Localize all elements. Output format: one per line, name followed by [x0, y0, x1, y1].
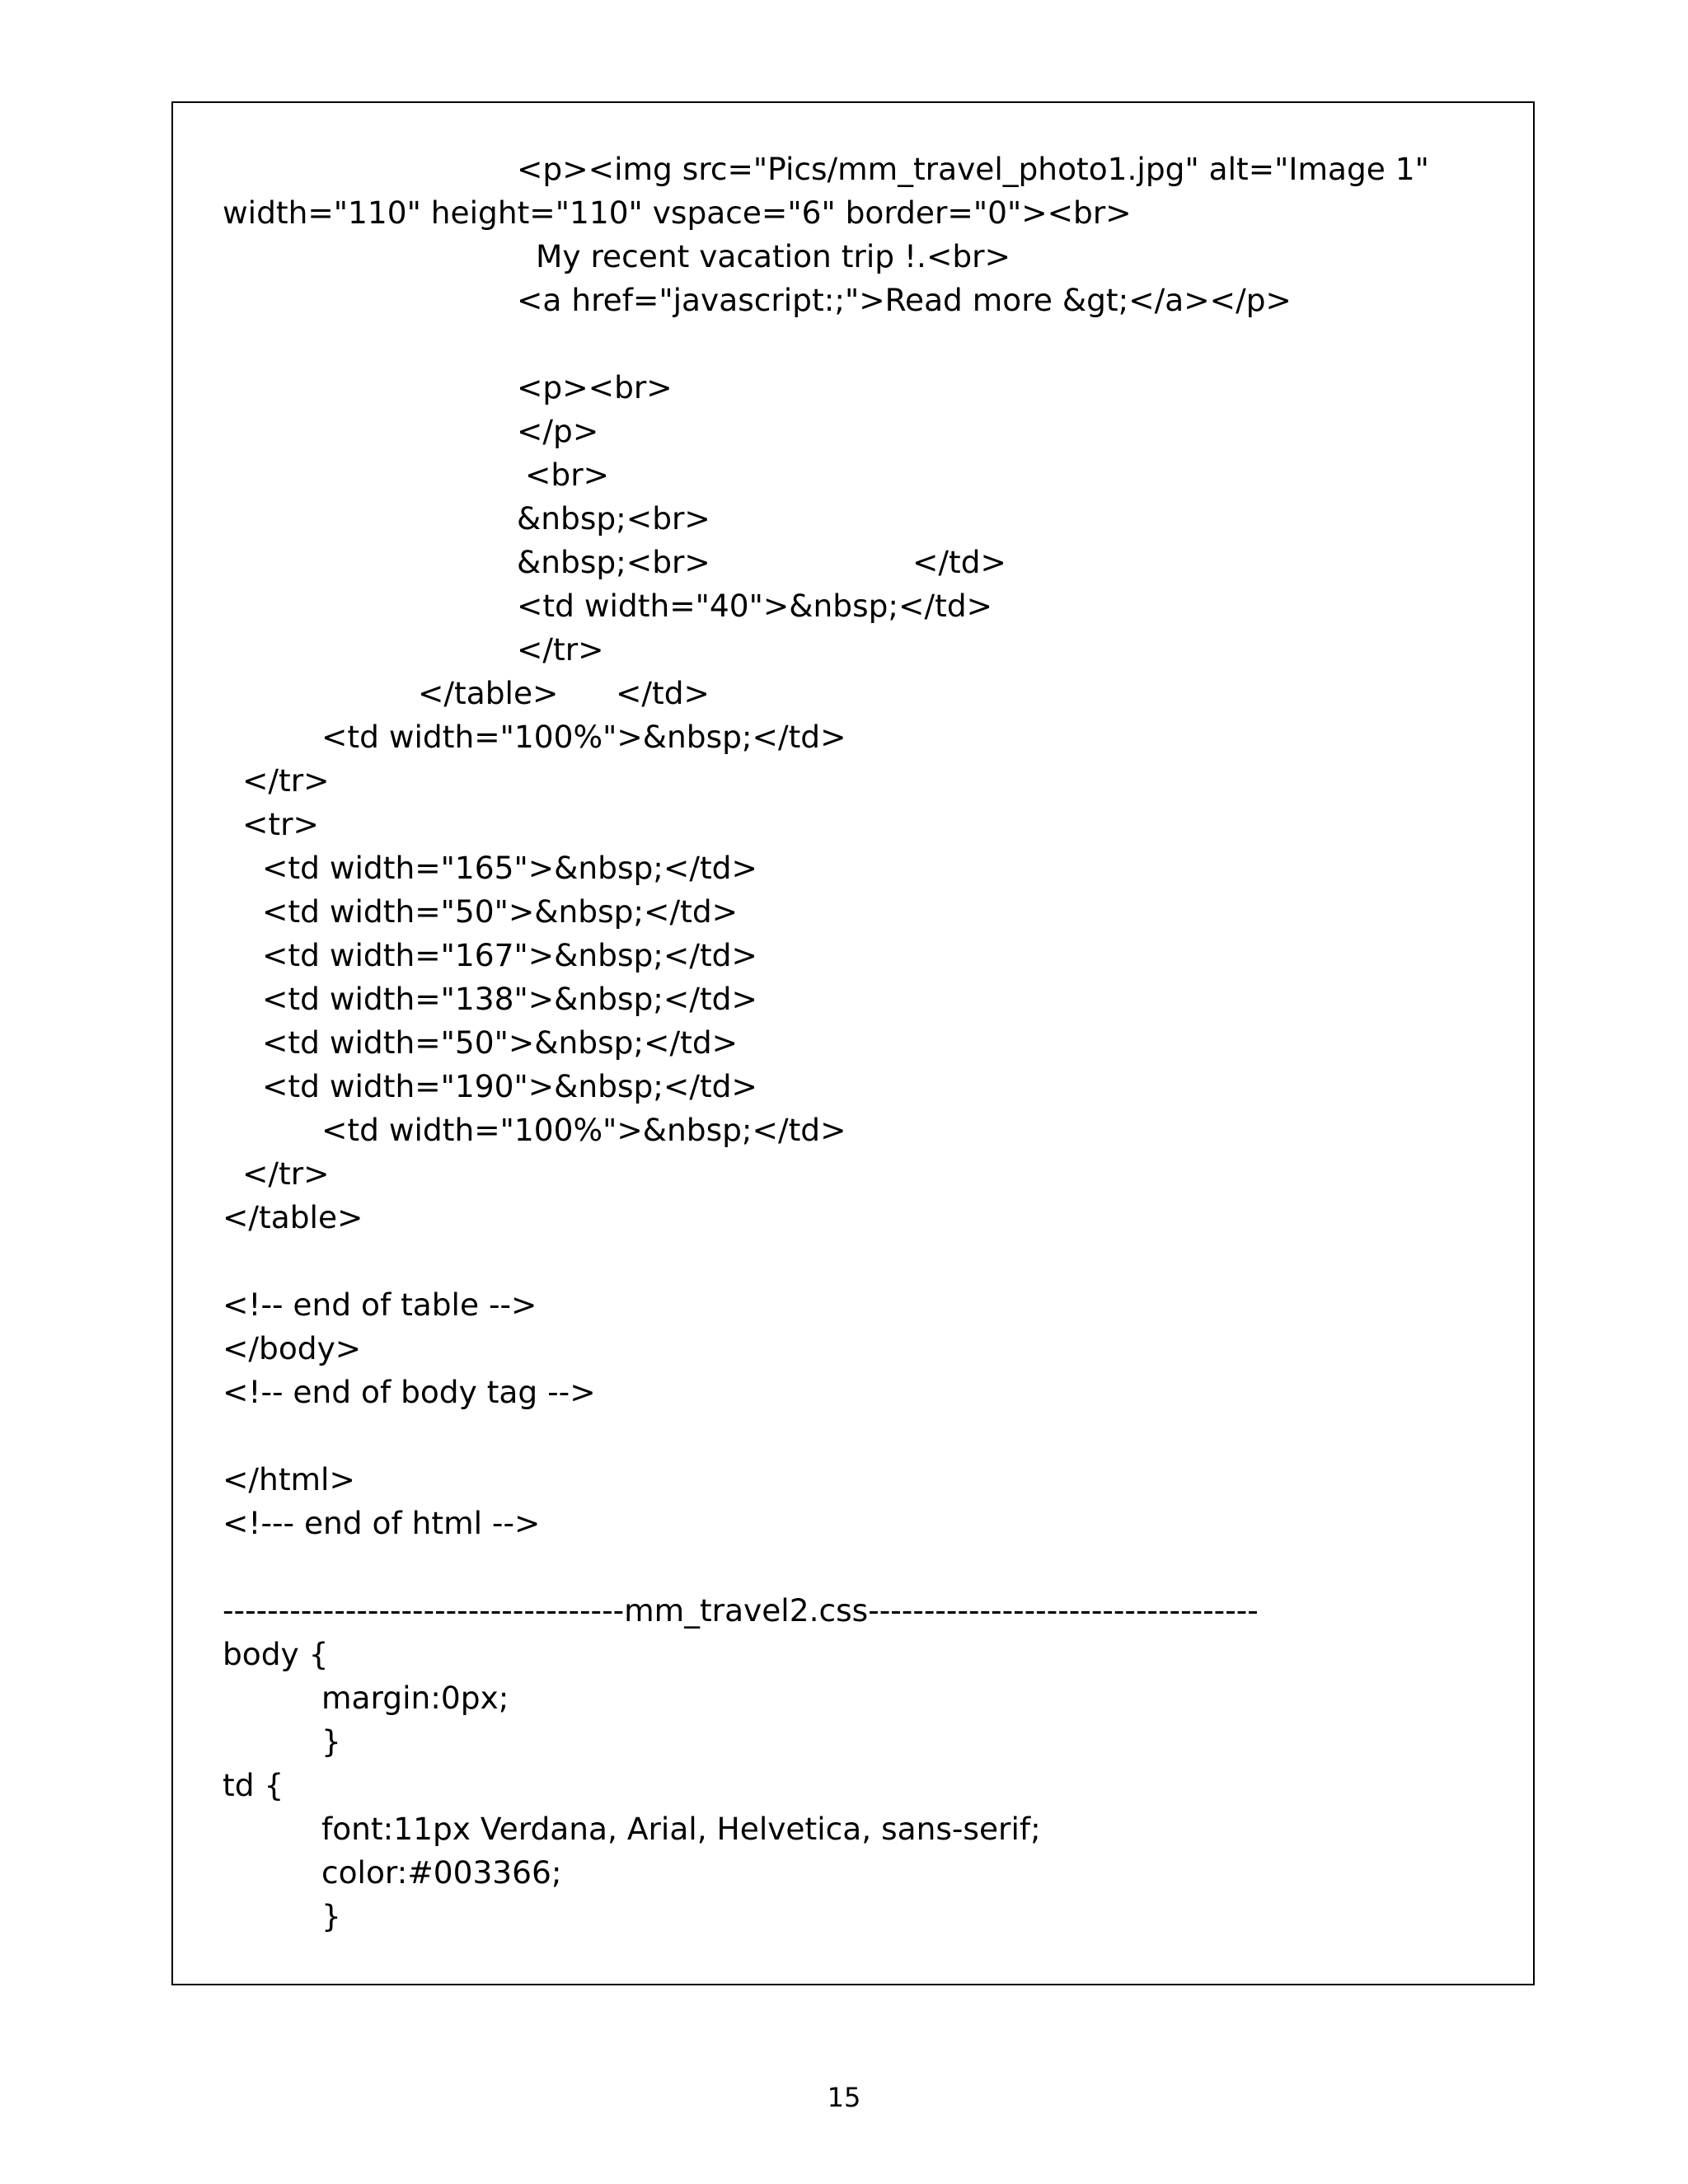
code-line: } — [321, 1898, 341, 1934]
css-file-separator: ------------------------------------mm_travel2.css----------------------------------- — [223, 1592, 1259, 1629]
code-line: <td width="40">&nbsp;</td> — [517, 588, 993, 624]
code-line: margin:0px; — [321, 1680, 509, 1716]
code-line: </html> — [223, 1461, 355, 1497]
code-line: <br> — [525, 457, 610, 493]
code-line: <!-- end of table --> — [223, 1286, 537, 1323]
code-line: <td width="190">&nbsp;</td> — [262, 1068, 757, 1104]
code-line: </tr> — [242, 1155, 330, 1192]
code-line: color:#003366; — [321, 1854, 562, 1891]
code-line: </body> — [223, 1330, 362, 1366]
code-line: font:11px Verdana, Arial, Helvetica, sans-serif; — [321, 1811, 1041, 1847]
code-line: <td width="50">&nbsp;</td> — [262, 893, 738, 930]
code-line: <td width="167">&nbsp;</td> — [262, 937, 757, 973]
code-line: My recent vacation trip !.<br> — [536, 238, 1011, 274]
code-line: <td width="165">&nbsp;</td> — [262, 850, 757, 886]
code-line: <p><img src="Pics/mm_travel_photo1.jpg" alt="Image 1" — [517, 151, 1429, 187]
code-line: </tr> — [242, 762, 330, 799]
code-line: width="110" height="110" vspace="6" border="0"><br> — [223, 194, 1132, 231]
code-line: </tr> — [517, 631, 604, 668]
code-line: </td> — [912, 544, 1006, 580]
code-listing-frame — [171, 101, 1535, 1985]
code-line: <!-- end of body tag --> — [223, 1374, 596, 1410]
code-line: <a href="javascript:;">Read more &gt;</a></p> — [517, 282, 1292, 318]
code-line: &nbsp;<br> — [517, 544, 710, 580]
code-line: &nbsp;<br> — [517, 500, 710, 537]
code-line: <td width="100%">&nbsp;</td> — [321, 1112, 846, 1148]
code-line: </table> — [223, 1199, 363, 1235]
code-line: <p><br> — [517, 369, 673, 405]
code-line: <td width="50">&nbsp;</td> — [262, 1024, 738, 1061]
code-line: <!--- end of html --> — [223, 1505, 541, 1541]
code-line: td { — [223, 1767, 284, 1803]
code-line: <tr> — [242, 806, 319, 842]
code-line: <td width="138">&nbsp;</td> — [262, 981, 757, 1017]
code-line: </td> — [616, 675, 710, 711]
code-line: </p> — [517, 413, 599, 449]
code-line: <td width="100%">&nbsp;</td> — [321, 719, 846, 755]
code-line: </table> — [418, 675, 559, 711]
page-number: 15 — [827, 2082, 861, 2113]
code-line: body { — [223, 1636, 329, 1672]
code-line: } — [321, 1723, 341, 1760]
